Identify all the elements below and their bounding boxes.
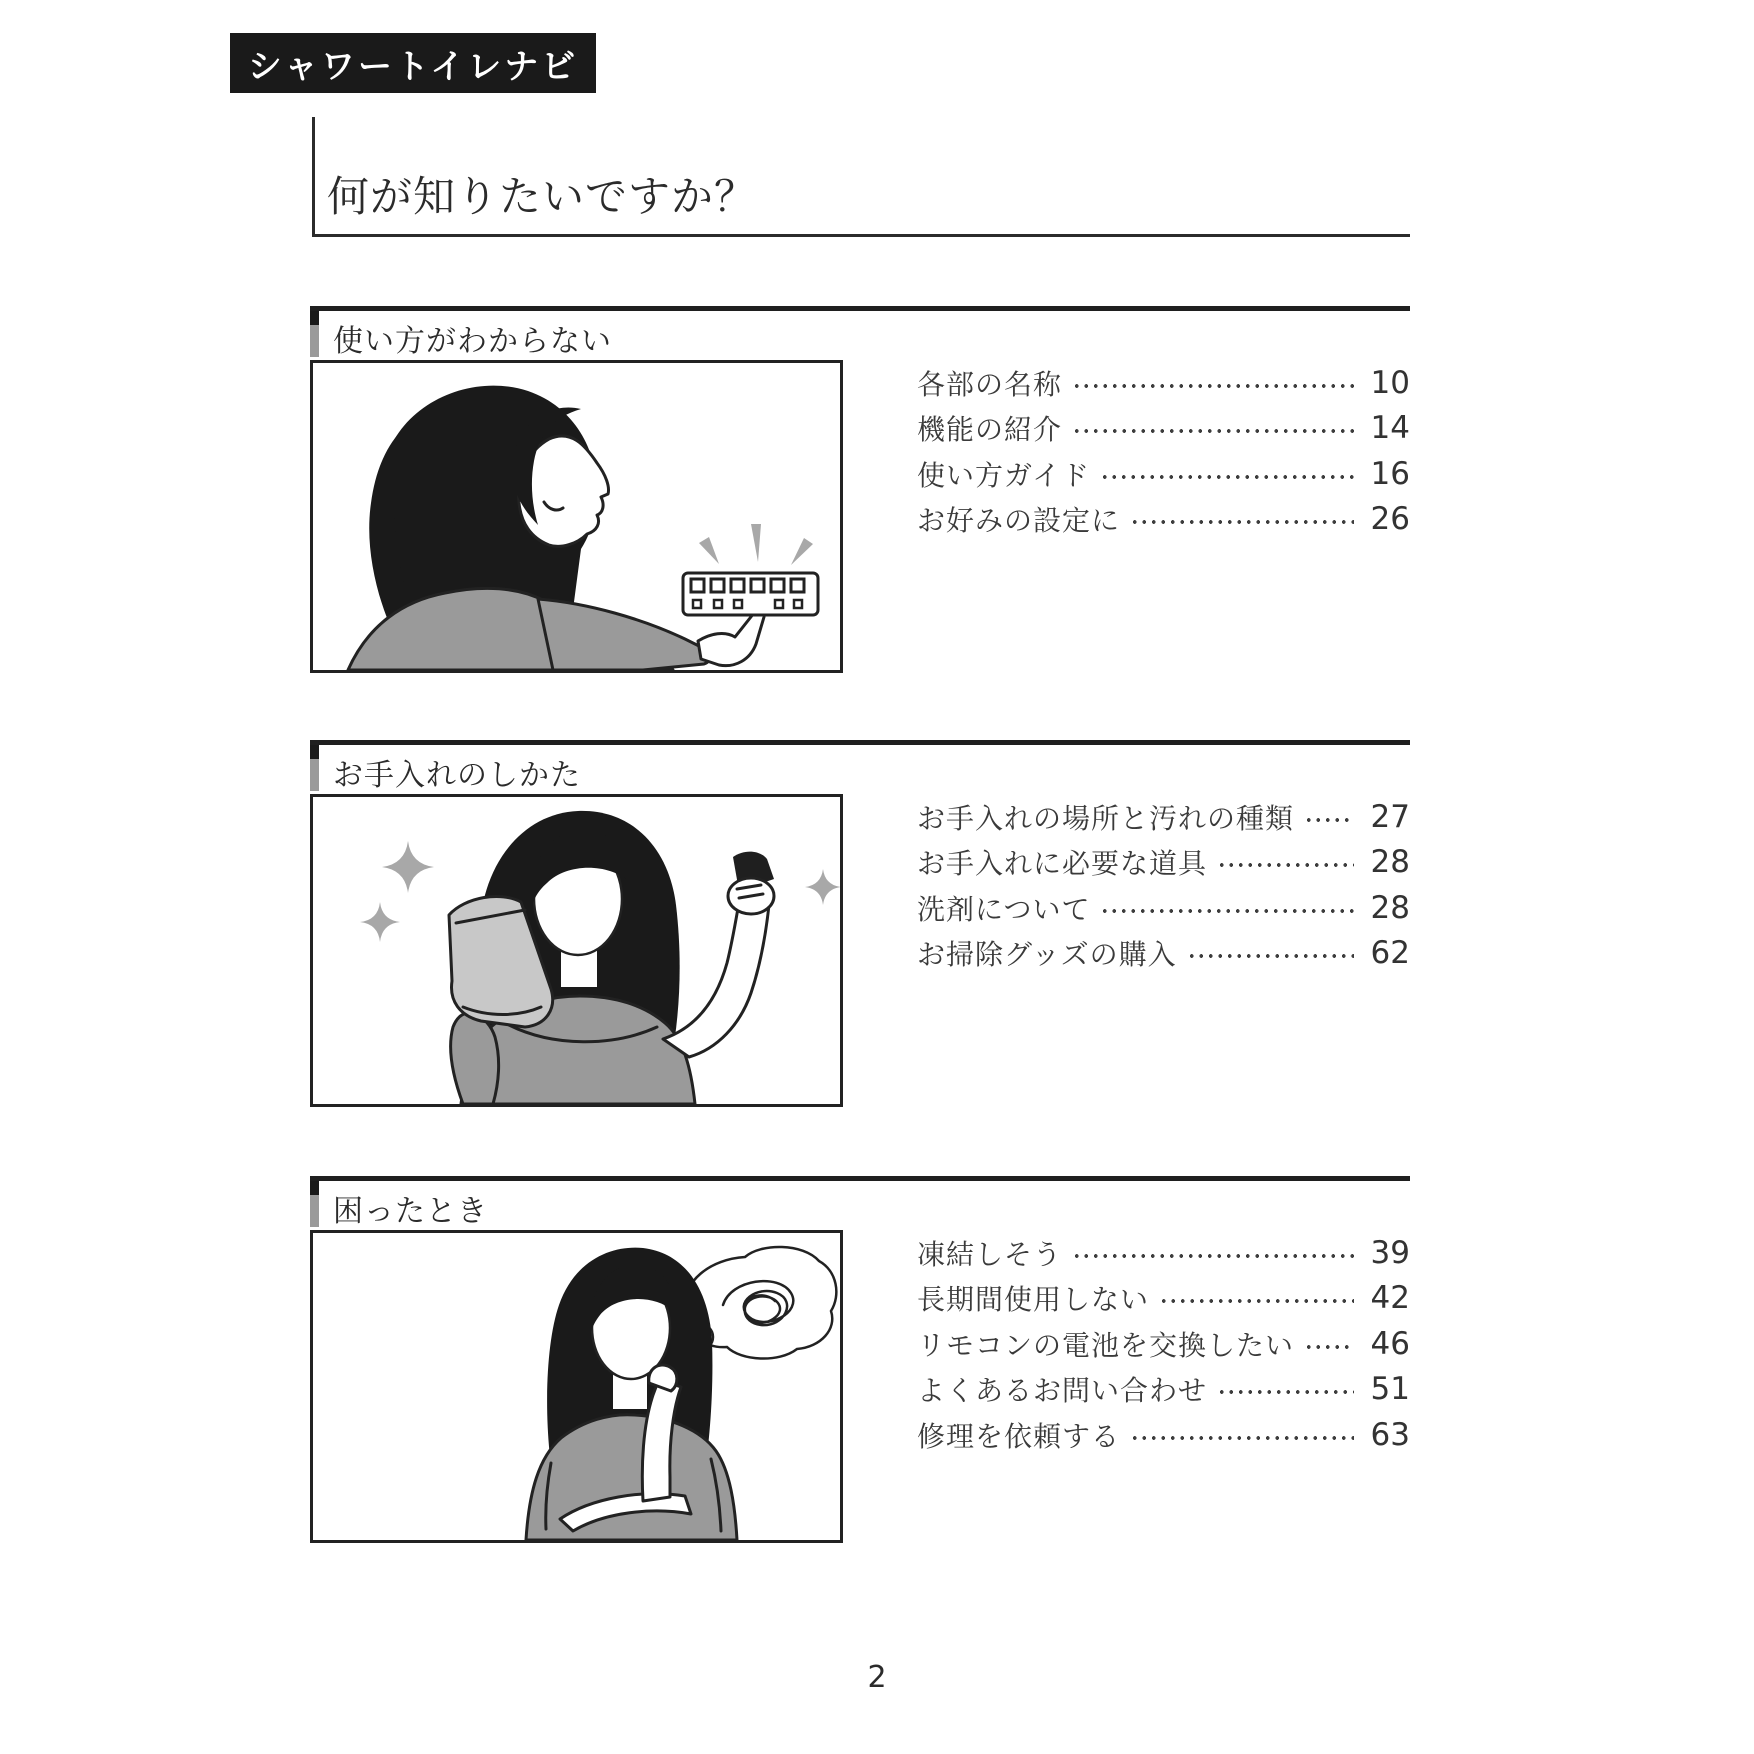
toc-entry bbox=[917, 840, 1410, 886]
toc-entry-label: 修理を依頼する bbox=[917, 1419, 1121, 1453]
toc-entry-page: 46 bbox=[1370, 1325, 1410, 1362]
toc-entry bbox=[917, 1412, 1410, 1458]
toc-leader-dots bbox=[1304, 1344, 1354, 1350]
toc-leader-dots bbox=[1072, 383, 1354, 389]
section-heading: 使い方がわからない bbox=[333, 324, 612, 359]
toc-entry bbox=[917, 1276, 1410, 1322]
toc-entry-label: 洗剤について bbox=[917, 892, 1091, 926]
illustration-woman-pointing-at-remote bbox=[310, 360, 843, 673]
section-heading: お手入れのしかた bbox=[333, 758, 581, 793]
toc-entry bbox=[917, 885, 1410, 931]
toc-entry bbox=[917, 1367, 1410, 1413]
toc-entry-label: 機能の紹介 bbox=[917, 413, 1063, 447]
toc-entry bbox=[917, 931, 1410, 977]
page-number: 2 bbox=[867, 1660, 887, 1695]
toc-list-trouble bbox=[917, 1230, 1410, 1458]
toc-entry-page: 26 bbox=[1370, 501, 1410, 538]
section-heading: 困ったとき bbox=[333, 1194, 488, 1229]
toc-entry-label: リモコンの電池を交換したい bbox=[917, 1328, 1295, 1362]
toc-entry bbox=[917, 1230, 1410, 1276]
thinking-illustration bbox=[313, 1233, 840, 1540]
section-care bbox=[310, 740, 1410, 1107]
illustration-woman-thinking bbox=[310, 1230, 843, 1543]
toc-list-how-to-use bbox=[917, 360, 1410, 542]
illustration-woman-cleaning bbox=[310, 794, 843, 1107]
toc-entry-label: 凍結しそう bbox=[917, 1237, 1063, 1271]
toc-leader-dots bbox=[1072, 428, 1354, 434]
toc-entry-page: 28 bbox=[1370, 844, 1410, 881]
toc-leader-dots bbox=[1130, 1435, 1354, 1441]
toc-entry-page: 39 bbox=[1370, 1234, 1410, 1271]
toc-entry-label: お手入れの場所と汚れの種類 bbox=[917, 801, 1295, 835]
heading-accent-bar bbox=[310, 745, 319, 791]
section-how-to-use bbox=[310, 306, 1410, 673]
toc-leader-dots bbox=[1072, 1253, 1354, 1259]
toc-list-care bbox=[917, 794, 1410, 976]
heading-accent-bar bbox=[310, 1181, 319, 1227]
page-title: 何が知りたいですか？ bbox=[327, 172, 758, 221]
toc-entry-page: 14 bbox=[1370, 410, 1410, 447]
section-heading-row bbox=[310, 306, 1410, 360]
toc-entry-label: 使い方ガイド bbox=[917, 458, 1091, 492]
toc-entry bbox=[917, 497, 1410, 543]
toc-entry-page: 27 bbox=[1370, 798, 1410, 835]
toc-entry bbox=[917, 360, 1410, 406]
toc-entry-label: お掃除グッズの購入 bbox=[917, 938, 1177, 972]
toc-entry-page: 28 bbox=[1370, 889, 1410, 926]
heading-accent-bar bbox=[310, 311, 319, 357]
section-heading-row bbox=[310, 740, 1410, 794]
toc-entry-page: 62 bbox=[1370, 935, 1410, 972]
toc-leader-dots bbox=[1130, 519, 1354, 525]
toc-leader-dots bbox=[1100, 908, 1354, 914]
toc-entry-page: 16 bbox=[1370, 455, 1410, 492]
toc-entry bbox=[917, 451, 1410, 497]
toc-entry-label: 各部の名称 bbox=[917, 367, 1063, 401]
badge-label: シャワートイレナビ bbox=[247, 46, 579, 87]
toc-entry bbox=[917, 1321, 1410, 1367]
cleaning-illustration bbox=[313, 797, 840, 1104]
toc-entry-label: よくあるお問い合わせ bbox=[917, 1374, 1208, 1408]
toc-entry bbox=[917, 406, 1410, 452]
toc-leader-dots bbox=[1217, 862, 1354, 868]
section-trouble bbox=[310, 1176, 1410, 1543]
toc-entry-page: 42 bbox=[1370, 1280, 1410, 1317]
page-title-block bbox=[312, 117, 1410, 237]
toc-leader-dots bbox=[1100, 474, 1354, 480]
manual-nav-badge bbox=[230, 33, 596, 93]
toc-leader-dots bbox=[1187, 953, 1354, 959]
toc-leader-dots bbox=[1217, 1389, 1354, 1395]
toc-entry-page: 63 bbox=[1370, 1416, 1410, 1453]
section-heading-row bbox=[310, 1176, 1410, 1230]
toc-leader-dots bbox=[1159, 1298, 1354, 1304]
toc-entry-page: 51 bbox=[1370, 1371, 1410, 1408]
toc-entry bbox=[917, 794, 1410, 840]
toc-entry-page: 10 bbox=[1370, 364, 1410, 401]
toc-entry-label: お手入れに必要な道具 bbox=[917, 847, 1208, 881]
toc-entry-label: 長期間使用しない bbox=[917, 1283, 1150, 1317]
toc-leader-dots bbox=[1304, 817, 1354, 823]
remote-pointing-illustration bbox=[313, 363, 840, 670]
toc-entry-label: お好みの設定に bbox=[917, 504, 1121, 538]
